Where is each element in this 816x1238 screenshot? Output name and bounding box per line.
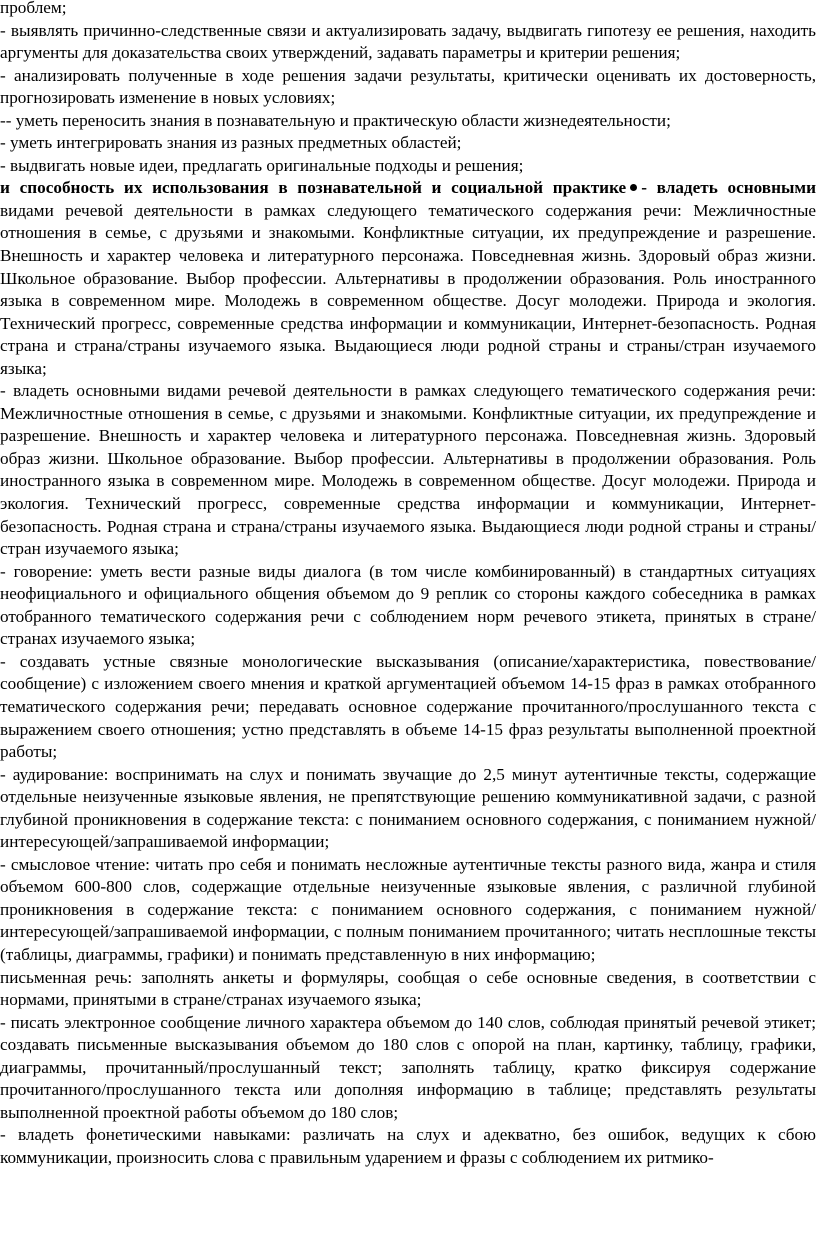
paragraph: письменная речь: заполнять анкеты и формуляры, сообщая о себе основные сведения, в соответствии с нормами, принятыми в стране/странах изучаемого языка; <box>0 967 816 1010</box>
bullet-icon <box>630 184 637 191</box>
paragraph: -- уметь переносить знания в познавательную и практическую области жизнедеятельности; <box>0 110 671 130</box>
paragraph: - выявлять причинно-следственные связи и актуализировать задачу, выдвигать гипотезу ее решения, находить аргументы для доказательства своих утверждений, задавать параметры и критерии решения; <box>0 20 816 63</box>
paragraph: - смысловое чтение: читать про себя и понимать несложные аутентичные тексты разного вида, жанра и стиля объемом 600-800 слов, содержащие отдельные неизученные языковые явления, с различной глубиной проникновения в содержание текста: с пониманием основного содержания, с пониманием нужной/интересующей/запрашиваемой информации, с полным пониманием прочитанного; читать несплошные тексты (таблицы, диаграммы, графики) и понимать представленную в них информацию; <box>0 854 816 964</box>
paragraph: проблем; <box>0 0 67 17</box>
paragraph: - владеть фонетическими навыками: различать на слух и адекватно, без ошибок, ведущих к сбою коммуникации, произносить слова с правильным ударением и фразы с соблюдением их ритмико- <box>0 1125 816 1167</box>
bold-after-bullet: - владеть основными <box>641 178 816 198</box>
paragraph: - уметь интегрировать знания из разных предметных областей; <box>0 133 462 153</box>
paragraph: - анализировать полученные в ходе решения задачи результаты, критически оценивать их достоверность, прогнозировать изменение в новых условиях; <box>0 65 816 108</box>
paragraph: - создавать устные связные монологические высказывания (описание/характеристика, повествование/сообщение) с изложением своего мнения и краткой аргументацией объемом 14-15 фраз в рамках отобранного тематического содержания речи; передавать основное содержание прочитанного/прослушанного текста с выражением своего отношения; устно представлять в объеме 14-15 фраз результаты выполненной проектной работы; <box>0 651 816 762</box>
paragraph: - говорение: уметь вести разные виды диалога (в том числе комбинированный) в стандартных ситуациях неофициального и официального общения объемом до 9 реплик со стороны каждого собеседника в рамках отобранного тематического содержания речи с соблюдением норм речевого этикета, принятых в стране/странах изучаемого языка; <box>0 561 816 649</box>
paragraph: - писать электронное сообщение личного характера объемом до 140 слов, соблюдая принятый речевой этикет; создавать письменные высказывания объемом до 180 слов с опорой на план, картинку, таблицу, графики, диаграммы, прочитанный/прослушанный текст; заполнять таблицу, кратко фиксируя содержание прочитанного/прослушанного текста или дополняя информацию в таблице; представлять результаты выполненной проектной работы объемом до 180 слов; <box>0 1012 816 1122</box>
paragraph: - выдвигать новые идеи, предлагать оригинальные подходы и решения; <box>0 155 524 175</box>
mixed-paragraph <box>0 177 816 380</box>
paragraph: - аудирование: воспринимать на слух и понимать звучащие до 2,5 минут аутентичные тексты, содержащие отдельные неизученные языковые явления, не препятствующие решению коммуникативной задачи, с разной глубиной проникновения в содержание текста: с пониманием основного содержания, с пониманием нужной/интересующей/запрашиваемой информации; <box>0 764 816 852</box>
bold-lead: и способность их использования в познавательной и социальной практике <box>0 178 627 198</box>
paragraph: - владеть основными видами речевой деятельности в рамках следующего тематического содержания речи: Межличностные отношения в семье, с друзьями и знакомыми. Конфликтные ситуации, их предупреждение и разрешение. Внешность и характер человека и литературного персонажа. Повседневная жизнь. Здоровый образ жизни. Школьное образование. Выбор профессии. Альтернативы в продолжении образования. Роль иностранного языка в современном мире. Молодежь в современном обществе. Досуг молодежи. Природа и экология. Технический прогресс, современные средства информации и коммуникации, Интернет-безопасность. Родная страна и страна/страны изучаемого языка. Выдающиеся люди родной страны и страны/стран изучаемого языка; <box>0 381 816 559</box>
mixed-rest: видами речевой деятельности в рамках следующего тематического содержания речи: Межличностные отношения в семье, с друзьями и знакомыми. Конфликтные ситуации, их предупреждение и разрешение. Внешность и характер человека и литературного персонажа. Повседневная жизнь. Здоровый образ жизни. Школьное образование. Выбор профессии. Альтернативы в продолжении образования. Роль иностранного языка в современном мире. Молодежь в современном обществе. Досуг молодежи. Природа и экология. Технический прогресс, современные средства информации и коммуникации, Интернет-безопасность. Родная страна и страна/страны изучаемого языка. Выдающиеся люди родной страны и страны/стран изучаемого языка; <box>0 200 816 378</box>
